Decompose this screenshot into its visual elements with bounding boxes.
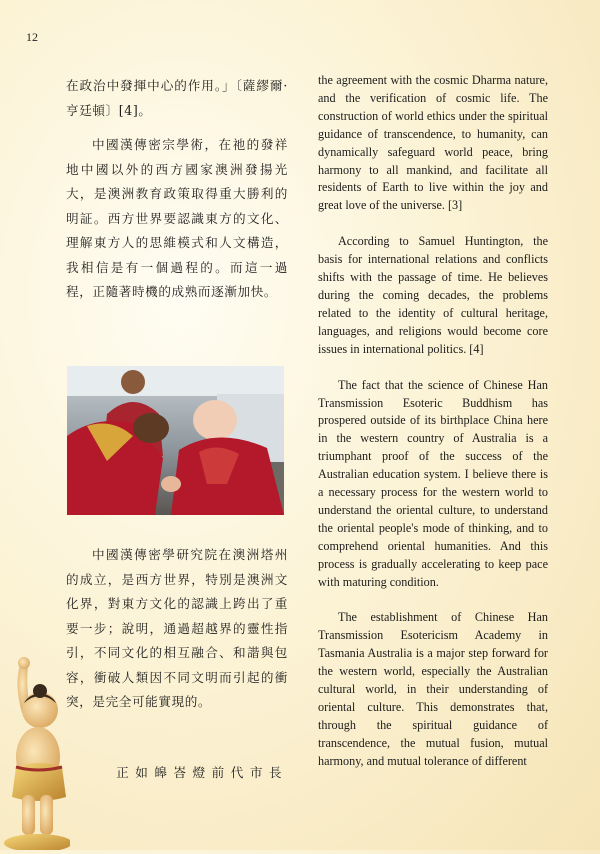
chinese-signature-line: 正如皞峇燈前代市長 <box>116 765 288 780</box>
english-paragraph-4: The establishment of Chinese Han Transmission Esotericism Academy in Tasmania Australia is a major step forward for the western world, especially the Australian cultural world, in their understanding of oriental culture. This demonstrates that, through the spiritual guidance of transcendence, the mutual fusion, mutual harmony, and mutual tolerance of different <box>318 610 548 768</box>
chinese-column-upper <box>66 74 288 305</box>
english-paragraph-3: The fact that the science of Chinese Han Transmission Esoteric Buddhism has prospered outside of its birthplace China here in the western country of Australia is a triumphant proof of the success of the Australian education system. I believe there is a necessary process for the western world to understand the oriental culture, to understand the oriental people's mode of thinking, and to comprehend oriental humanities. And this process is gradually accelerating to keep pace with maturing condition. <box>318 377 548 589</box>
monks-greeting-photo <box>67 366 284 515</box>
english-column <box>318 72 548 771</box>
chinese-column-lower <box>66 543 288 715</box>
baby-buddha-figure <box>0 655 70 850</box>
chinese-paragraph-3: 中國漢傳密學研究院在澳洲塔州的成立，是西方世界，特別是澳洲文化界，對東方文化的認識上跨出了重要一步；說明，通過超越界的靈性指引，不同文化的相互融合、和諧與包容，衝破人類因不同文明而引起的衝突，是完全可能實現的。 <box>66 547 288 709</box>
chinese-paragraph-2: 中國漢傳密宗學術，在祂的發祥地中國以外的西方國家澳洲發揚光大，是澳洲教育政策取得重大勝利的明証。西方世界要認識東方的文化、理解東方人的思維模式和人文構造，我相信是有一個過程的。而這一過程，正隨著時機的成熟而逐漸加快。 <box>66 137 288 299</box>
english-paragraph-1: the agreement with the cosmic Dharma nature, and the verification of cosmic life. The construction of world ethics under the spiritual guidance of transcendence, to humanity, can dynamically safeguard world peace, bring harmony to all mankind, and facilitate all residents of Earth to live within the joy and great love of the universe. [3] <box>318 73 548 213</box>
page-number: 12 <box>26 30 38 44</box>
chinese-paragraph-1: 在政治中發揮中心的作用。」〔薩繆爾·亨廷頓〕[4]。 <box>66 78 288 118</box>
english-paragraph-2: According to Samuel Huntington, the basis for international relations and conflicts shifts with the passage of time. He believes during the coming decades, the problems related to the identity of cultural heritage, languages, and religions would become core issues in international politics. [4] <box>318 234 548 356</box>
